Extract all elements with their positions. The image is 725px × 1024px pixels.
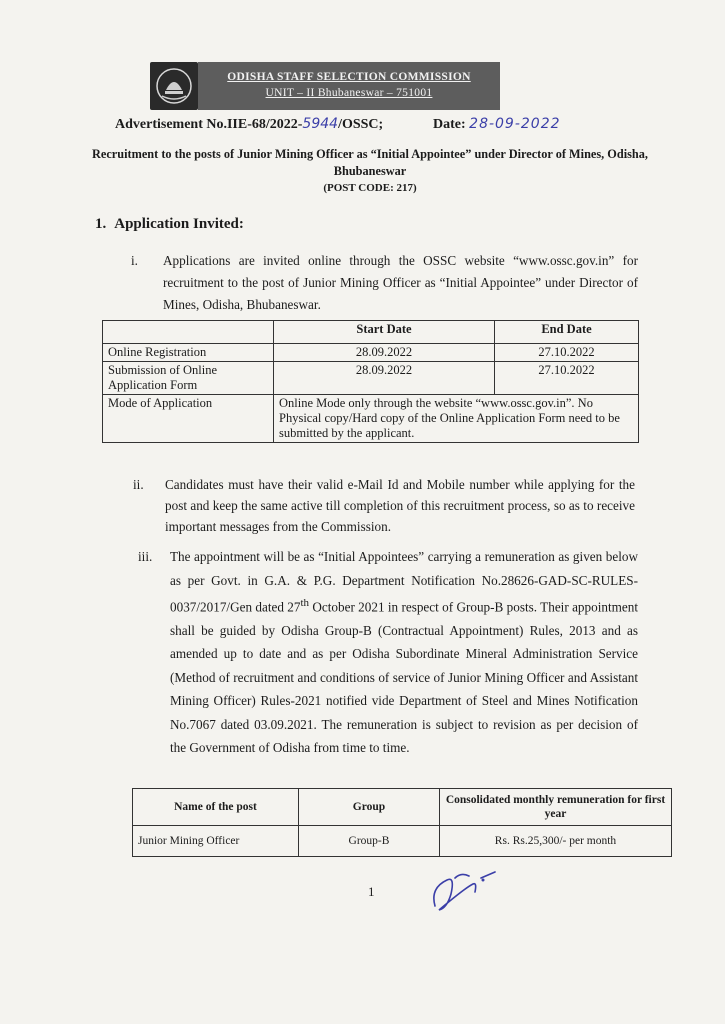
table-cell: Mode of Application	[103, 395, 274, 443]
table-row	[103, 344, 639, 362]
table-cell: 27.10.2022	[495, 344, 639, 362]
org-name: ODISHA STAFF SELECTION COMMISSION	[227, 71, 471, 84]
paragraph-text: Applications are invited online through the OSSC website “www.ossc.gov.in” for recruitment to the post of Junior Mining Officer as “Initial Appointee” under Director of Mines, Odisha, Bhubaneswar.	[163, 253, 638, 312]
table-cell: Online Registration	[103, 344, 274, 362]
table-cell: Submission of Online Application Form	[103, 362, 274, 395]
org-unit: UNIT – II Bhubaneswar – 751001	[265, 87, 433, 99]
paragraph-i	[131, 250, 638, 316]
item-marker: i.	[131, 253, 138, 268]
section-number: 1.	[95, 216, 107, 232]
subject-line-2: Bhubaneswar	[333, 164, 407, 178]
subject	[70, 146, 670, 197]
paragraph-text: Candidates must have their valid e-Mail Id and Mobile number while applying for the post and keep the same active till completion of this recruitment process, so as to receive important messages from the Commission.	[165, 477, 635, 534]
paragraph-text: The appointment will be as “Initial Appointees” carrying a remuneration as given below as per Govt. in G.A. & P.G. Department Notification No.28626-GAD-SC-RULES-0037/2017/Gen dated 27	[170, 549, 638, 615]
table-cell: Junior Mining Officer	[133, 826, 299, 857]
table-row	[103, 395, 639, 443]
table-cell: Rs. Rs.25,300/- per month	[440, 826, 672, 857]
item-marker: iii.	[138, 549, 153, 564]
page-number: 1	[368, 884, 375, 899]
table-header: Start Date	[274, 321, 495, 344]
dates-table	[102, 320, 639, 443]
table-header: Name of the post	[133, 789, 299, 826]
signature	[425, 858, 505, 918]
paragraph-ii	[133, 474, 635, 537]
section-title: Application Invited:	[114, 216, 244, 232]
table-header	[103, 321, 274, 344]
superscript: th	[300, 597, 310, 609]
advertisement-date	[433, 116, 561, 133]
table-header: Consolidated monthly remuneration for first year	[440, 789, 672, 826]
table-row	[133, 826, 672, 857]
table-header-row	[133, 789, 672, 826]
table-row	[103, 362, 639, 395]
letterhead-band	[198, 62, 500, 110]
handwritten-date: 28-09-2022	[469, 116, 561, 132]
letterhead	[150, 62, 500, 110]
advertisement-suffix: /OSSC;	[338, 117, 384, 132]
advertisement-line	[115, 116, 635, 138]
advertisement-number	[115, 116, 383, 133]
table-header-row	[103, 321, 639, 344]
post-code: (POST CODE: 217)	[323, 182, 417, 194]
table-cell: 28.09.2022	[274, 344, 495, 362]
subject-line: Recruitment to the posts of Junior Mining Officer as “Initial Appointee” under Director of Mines, Odisha,	[92, 147, 648, 161]
date-label: Date:	[433, 117, 466, 132]
remuneration-table	[132, 788, 672, 857]
advertisement-prefix: Advertisement No.IIE-68/2022-	[115, 117, 303, 132]
table-cell: 28.09.2022	[274, 362, 495, 395]
table-cell: Group-B	[299, 826, 440, 857]
emblem-icon	[150, 62, 198, 110]
paragraph-text-cont: October 2021 in respect of Group-B posts. Their appointment shall be guided by Odisha Group-B (Contractual Appointment) Rules, 2013 and as amended up to date and as per Odisha Subordinate Mineral Administration Service (Method of recruitment and conditions of service of Junior Mining Officer and Assistant Mining Officer) Rules-2021 notified vide Department of Steel and Mines Notification No.7067 dated 03.09.2021. The remuneration is subject to revision as per decision of the Government of Odisha from time to time.	[170, 599, 638, 756]
paragraph-iii	[138, 545, 638, 760]
handwritten-number: 5944	[302, 116, 339, 132]
section-heading	[95, 216, 244, 233]
item-marker: ii.	[133, 477, 144, 492]
table-header: Group	[299, 789, 440, 826]
table-cell: 27.10.2022	[495, 362, 639, 395]
table-cell: Online Mode only through the website “www.ossc.gov.in”. No Physical copy/Hard copy of the Online Application Form need to be submitted by the applicant.	[274, 395, 639, 443]
table-header: End Date	[495, 321, 639, 344]
